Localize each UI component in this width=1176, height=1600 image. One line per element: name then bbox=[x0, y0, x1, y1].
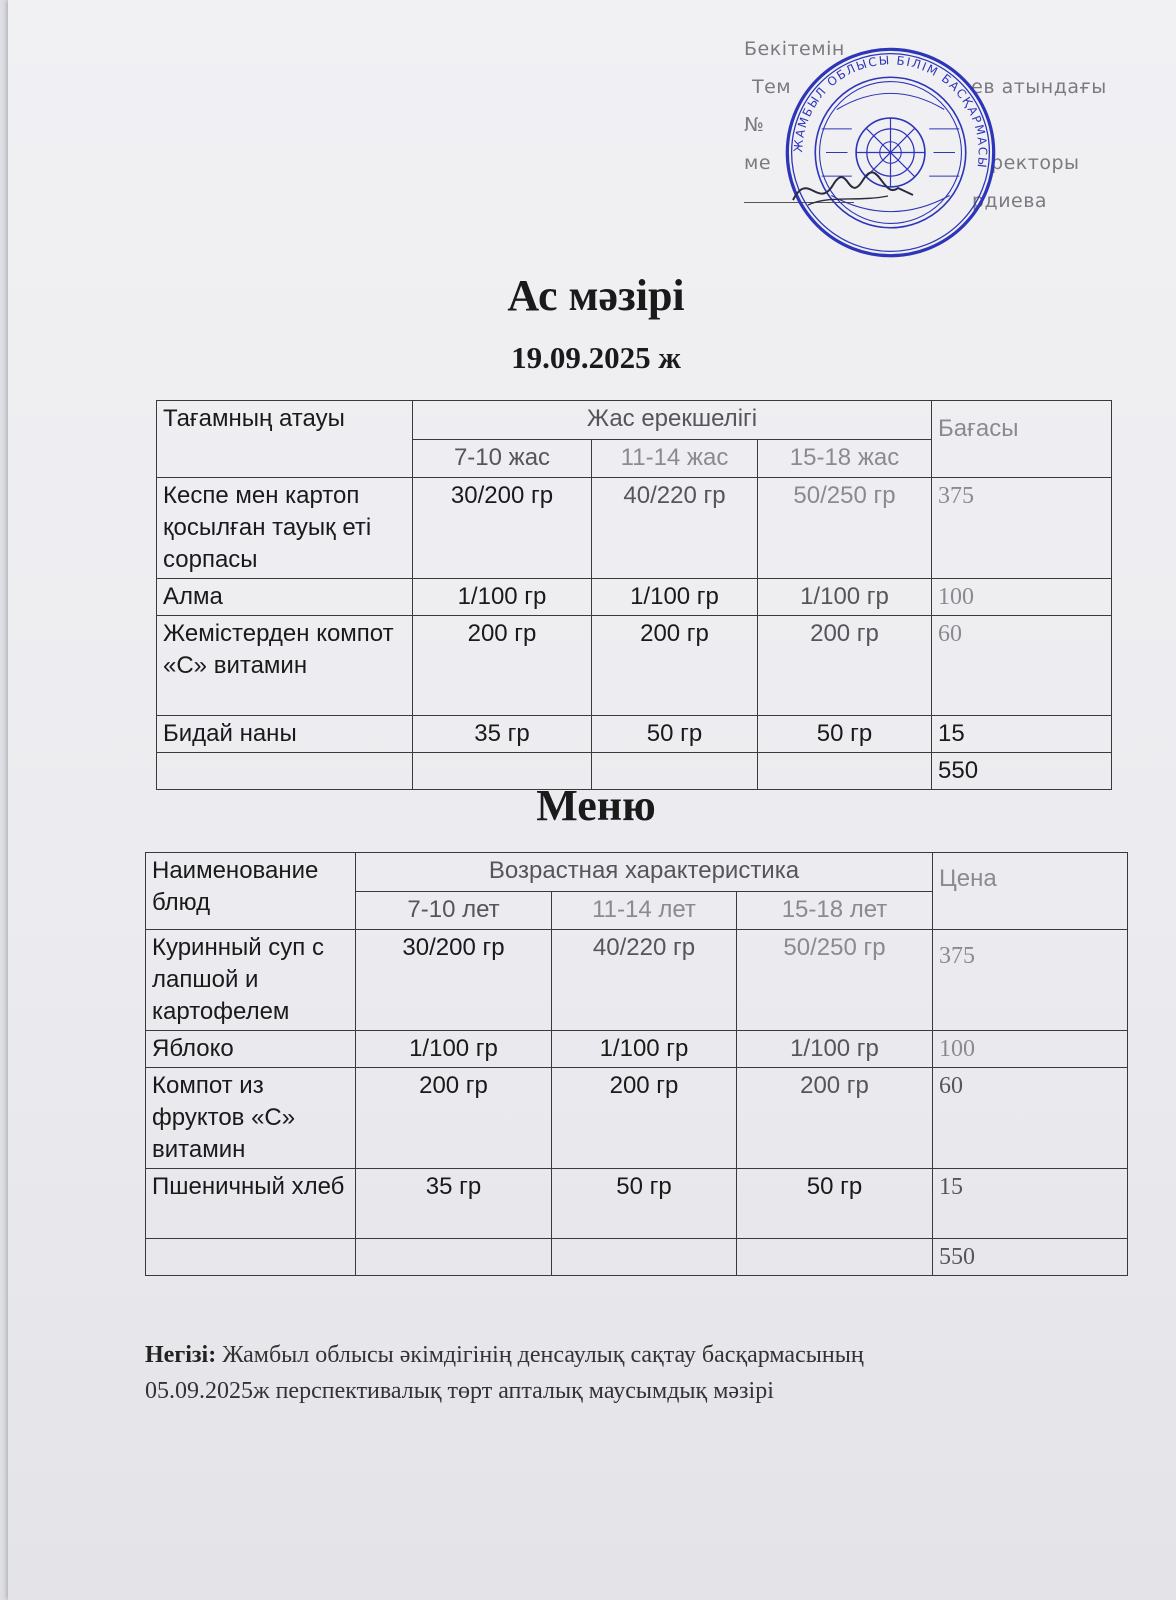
dish-name: Яблоко bbox=[146, 1031, 356, 1068]
approval-line-4: ме ректоры bbox=[744, 152, 1080, 174]
page-title-kz: Ас мәзірі bbox=[507, 271, 685, 320]
portion-11-14: 200 гр bbox=[592, 616, 758, 716]
footer-basis-note bbox=[145, 1337, 864, 1409]
table-header-row bbox=[157, 401, 1112, 440]
portion-7-10: 200 гр bbox=[413, 616, 592, 716]
dish-name: Бидай наны bbox=[157, 716, 413, 753]
footer-text-line-1: Жамбыл облысы әкімдігінің денсаулық сақтау басқармасының bbox=[216, 1342, 864, 1368]
dish-price: 375 bbox=[932, 478, 1112, 579]
dish-name: Кеспе мен картоп қосылған тауық еті сорпасы bbox=[157, 478, 413, 579]
page-title-ru: Меню bbox=[536, 781, 656, 830]
dish-name: Куринный суп с лапшой и картофелем bbox=[146, 930, 356, 1031]
approval-line-2: Тем ев атындағы bbox=[752, 76, 1107, 98]
portion-7-10: 35 гр bbox=[413, 716, 592, 753]
table-total-row bbox=[146, 1239, 1128, 1276]
footer-text-line-2: 05.09.2025ж перспективалық төрт апталық маусымдық мәзірі bbox=[145, 1378, 774, 1404]
portion-7-10: 30/200 гр bbox=[356, 930, 552, 1031]
total-price: 550 bbox=[933, 1239, 1128, 1276]
total-price: 550 bbox=[932, 753, 1112, 790]
dish-price: 375 bbox=[933, 930, 1128, 1031]
portion-11-14: 200 гр bbox=[552, 1068, 737, 1169]
portion-15-18: 200 гр bbox=[758, 616, 932, 716]
approval-line-3: № bbox=[744, 114, 765, 136]
svg-text:ЖАМБЫЛ ОБЛЫСЫ БІЛІМ БАСҚАРМАСЫ: ЖАМБЫЛ ОБЛЫСЫ БІЛІМ БАСҚАРМАСЫ bbox=[791, 53, 990, 170]
portion-15-18: 50/250 гр bbox=[758, 478, 932, 579]
table-row bbox=[146, 1169, 1128, 1239]
dish-price: 100 bbox=[932, 579, 1112, 616]
portion-11-14: 40/220 гр bbox=[552, 930, 737, 1031]
header-price: Бағасы bbox=[932, 401, 1112, 478]
dish-price: 15 bbox=[933, 1169, 1128, 1239]
portion-11-14: 50 гр bbox=[552, 1169, 737, 1239]
portion-11-14: 50 гр bbox=[592, 716, 758, 753]
age-11-14: 11-14 лет bbox=[552, 892, 737, 930]
age-7-10: 7-10 лет bbox=[356, 892, 552, 930]
portion-15-18: 200 гр bbox=[737, 1068, 933, 1169]
menu-table-ru bbox=[145, 852, 1128, 1276]
document-page bbox=[8, 0, 1176, 1600]
header-age-group: Возрастная характеристика bbox=[356, 853, 933, 892]
portion-7-10: 200 гр bbox=[356, 1068, 552, 1169]
handwritten-signature bbox=[788, 160, 918, 220]
age-7-10: 7-10 жас bbox=[413, 439, 592, 478]
footer-label: Негізі: bbox=[145, 1342, 217, 1368]
table-row bbox=[157, 478, 1112, 579]
approval-line-5: рдиева bbox=[744, 182, 1124, 220]
header-age-group: Жас ерекшелігі bbox=[413, 401, 932, 440]
portion-15-18: 1/100 гр bbox=[758, 579, 932, 616]
dish-price: 60 bbox=[932, 616, 1112, 716]
portion-7-10: 1/100 гр bbox=[356, 1031, 552, 1068]
header-dish-name: Тағамның атауы bbox=[157, 401, 413, 478]
header-price: Цена bbox=[933, 853, 1128, 930]
age-15-18: 15-18 лет bbox=[737, 892, 933, 930]
table-row bbox=[157, 579, 1112, 616]
table-row bbox=[157, 716, 1112, 753]
portion-15-18: 1/100 гр bbox=[737, 1031, 933, 1068]
portion-15-18: 50 гр bbox=[737, 1169, 933, 1239]
portion-11-14: 40/220 гр bbox=[592, 478, 758, 579]
document-date: 19.09.2025 ж bbox=[511, 340, 681, 375]
portion-7-10: 35 гр bbox=[356, 1169, 552, 1239]
dish-name: Пшеничный хлеб bbox=[146, 1169, 356, 1239]
table-header-row bbox=[146, 853, 1128, 892]
table-row bbox=[146, 930, 1128, 1031]
dish-name: Жемістерден компот «С» витамин bbox=[157, 616, 413, 716]
age-11-14: 11-14 жас bbox=[592, 439, 758, 478]
table-row bbox=[146, 1031, 1128, 1068]
approval-line-1: Бекітемін bbox=[744, 38, 845, 60]
portion-15-18: 50/250 гр bbox=[737, 930, 933, 1031]
dish-name: Алма bbox=[157, 579, 413, 616]
table-row bbox=[157, 616, 1112, 716]
official-stamp-seal bbox=[783, 45, 998, 260]
dish-price: 15 bbox=[932, 716, 1112, 753]
dish-price: 100 bbox=[933, 1031, 1128, 1068]
dish-name: Компот из фруктов «С» витамин bbox=[146, 1068, 356, 1169]
header-dish-name: Наименование блюд bbox=[146, 853, 356, 930]
portion-15-18: 50 гр bbox=[758, 716, 932, 753]
portion-7-10: 1/100 гр bbox=[413, 579, 592, 616]
dish-price: 60 bbox=[933, 1068, 1128, 1169]
portion-11-14: 1/100 гр bbox=[552, 1031, 737, 1068]
portion-7-10: 30/200 гр bbox=[413, 478, 592, 579]
portion-11-14: 1/100 гр bbox=[592, 579, 758, 616]
age-15-18: 15-18 жас bbox=[758, 439, 932, 478]
table-row bbox=[146, 1068, 1128, 1169]
menu-table-kz bbox=[156, 400, 1112, 790]
